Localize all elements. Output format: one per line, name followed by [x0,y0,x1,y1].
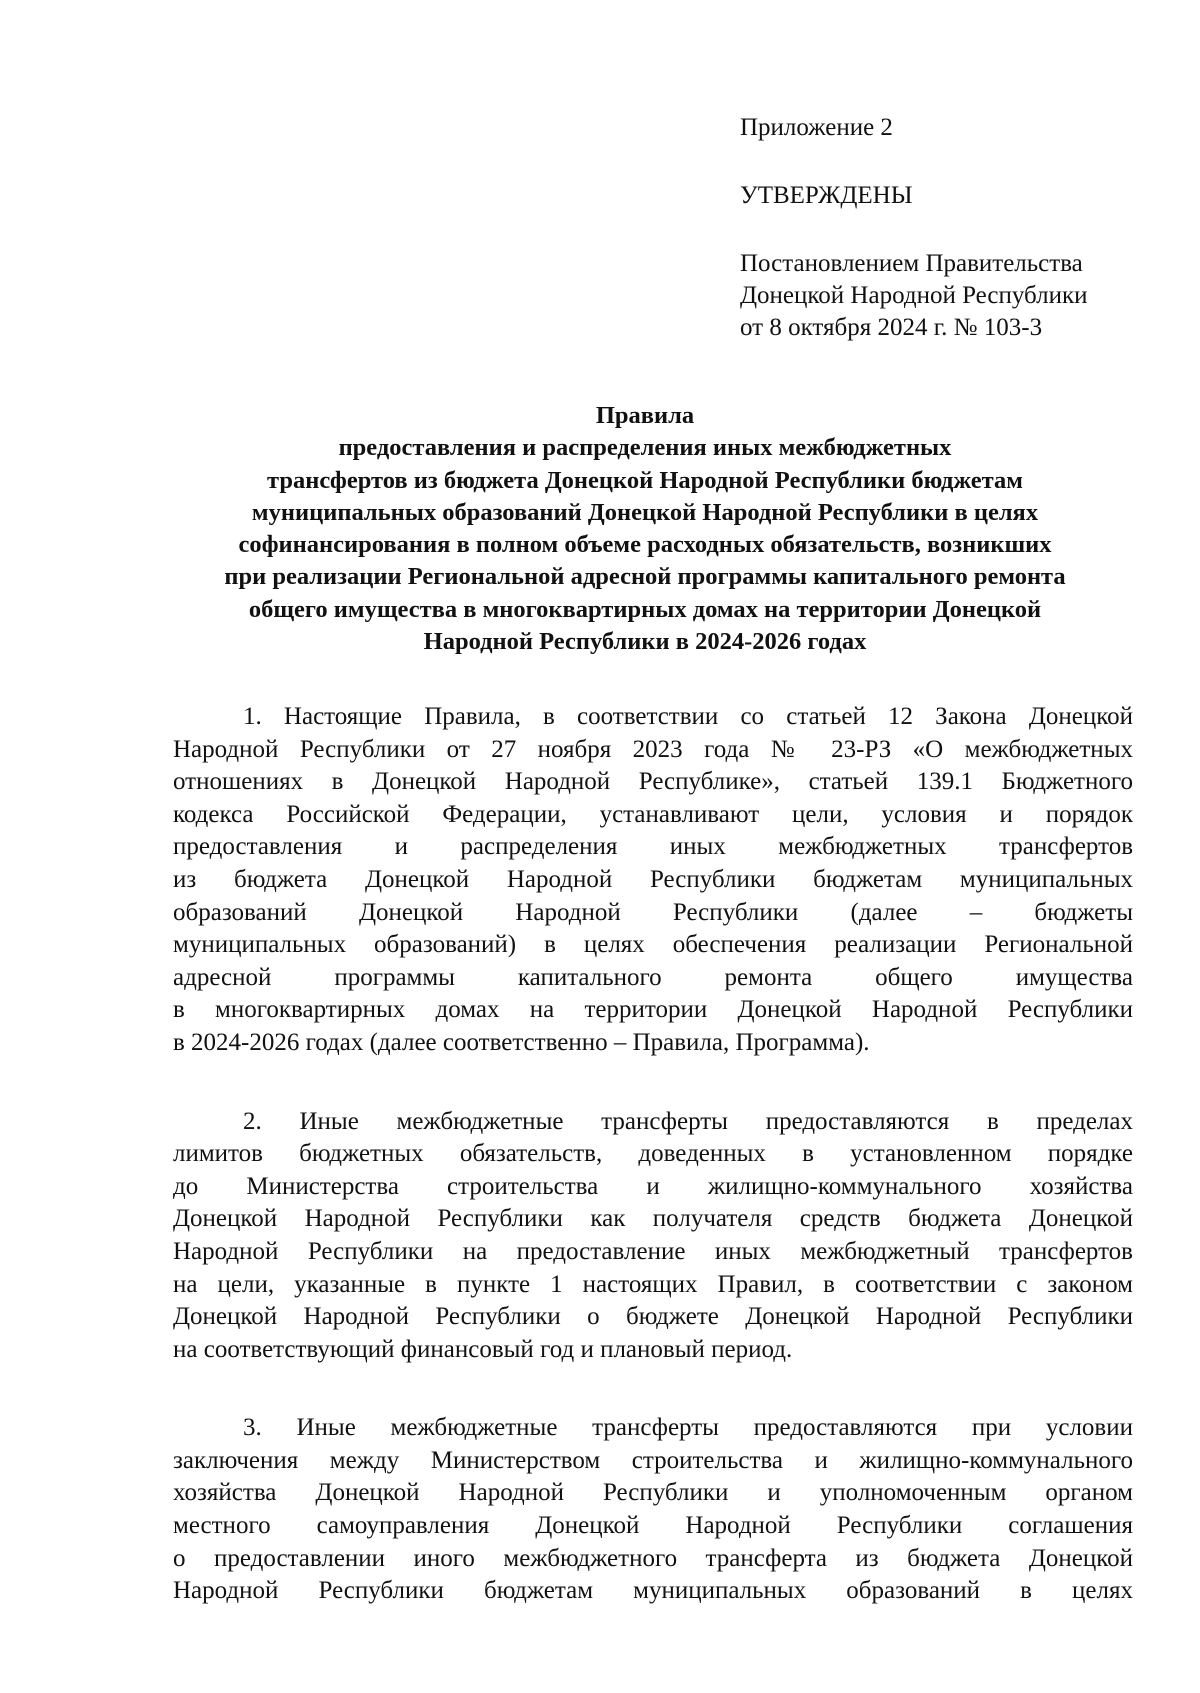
paragraph-line: в многоквартирных домах на территории Донецкой Народной Республики [173,996,1133,1024]
title-line: софинансирования в полном объеме расходных обязательств, возникших [238,531,1052,559]
paragraph-line: образований Донецкой Народной Республики (далее – бюджеты [173,898,1133,926]
paragraph-line: кодекса Российской Федерации, устанавливают цели, условия и порядок [173,800,1133,828]
paragraph-line: хозяйства Донецкой Народной Республики и уполномоченным органом [173,1479,1133,1507]
document-body [173,701,1133,1608]
paragraph-line: на соответствующий финансовый год и плановый период. [173,1335,793,1363]
decree-line: Донецкой Народной Республики [740,282,1088,309]
paragraph-line: Народной Республики от 27 ноября 2023 года № 23-РЗ «О межбюджетных [173,735,1133,763]
paragraph-line: 2. Иные межбюджетные трансферты предоставляются в пределах [243,1107,1133,1135]
paragraph-line: предоставления и распределения иных межбюджетных трансфертов [173,833,1133,861]
approved-label: УТВЕРЖДЕНЫ [740,182,913,209]
title-line: общего имущества в многоквартирных домах на территории Донецкой [248,595,1042,623]
paragraph-line: Донецкой Народной Республики как получателя средств бюджета Донецкой [173,1205,1133,1233]
paragraph-line: Народной Республики бюджетам муниципальных образований в целях [173,1577,1133,1605]
title-line: Народной Республики в 2024-2026 годах [423,628,867,656]
title-line: трансфертов из бюджета Донецкой Народной Республики бюджетам [267,466,1023,494]
paragraph-line: о предоставлении иного межбюджетного трансферта из бюджета Донецкой [173,1544,1133,1572]
paragraph-line: заключения между Министерством строительства и жилищно-коммунального [173,1446,1133,1474]
paragraph-line: 3. Иные межбюджетные трансферты предоставляются при условии [243,1414,1133,1442]
decree-line: Постановлением Правительства [740,250,1083,277]
title-line: предоставления и распределения иных межбюджетных [338,434,952,462]
title-line: муниципальных образований Донецкой Народной Республики в целях [251,498,1039,526]
paragraph-line: из бюджета Донецкой Народной Республики бюджетам муниципальных [173,865,1133,893]
document-title [160,400,1130,658]
paragraph-line: лимитов бюджетных обязательств, доведенных в установленном порядке [173,1140,1133,1168]
title-line: при реализации Региональной адресной программы капитального ремонта [224,563,1066,591]
approval-block [740,112,1180,344]
paragraph-line: на цели, указанные в пункте 1 настоящих Правил, в соответствии с законом [173,1270,1133,1298]
paragraph-line: местного самоуправления Донецкой Народной Республики соглашения [173,1512,1133,1540]
paragraph-line: в 2024-2026 годах (далее соответственно – Правила, Программа). [173,1028,870,1056]
paragraph-2 [173,1106,1133,1367]
decree-line: от 8 октября 2024 г. № 103-3 [740,314,1043,341]
paragraph-3 [173,1412,1133,1608]
paragraph-line: 1. Настоящие Правила, в соответствии со статьей 12 Закона Донецкой [243,703,1133,730]
paragraph-line: муниципальных образований) в целях обеспечения реализации Региональной [173,931,1133,959]
decree-reference [740,248,1180,344]
paragraph-1 [173,701,1133,1060]
paragraph-line: Народной Республики на предоставление иных межбюджетный трансфертов [173,1237,1133,1265]
paragraph-line: Донецкой Народной Республики о бюджете Донецкой Народной Республики [173,1303,1133,1331]
appendix-label: Приложение 2 [740,114,893,141]
paragraph-line: отношениях в Донецкой Народной Республике», статьей 139.1 Бюджетного [173,768,1133,796]
paragraph-line: адресной программы капитального ремонта общего имущества [173,963,1133,991]
paragraph-line: до Министерства строительства и жилищно-коммунального хозяйства [173,1172,1133,1200]
title-line: Правила [595,402,695,429]
